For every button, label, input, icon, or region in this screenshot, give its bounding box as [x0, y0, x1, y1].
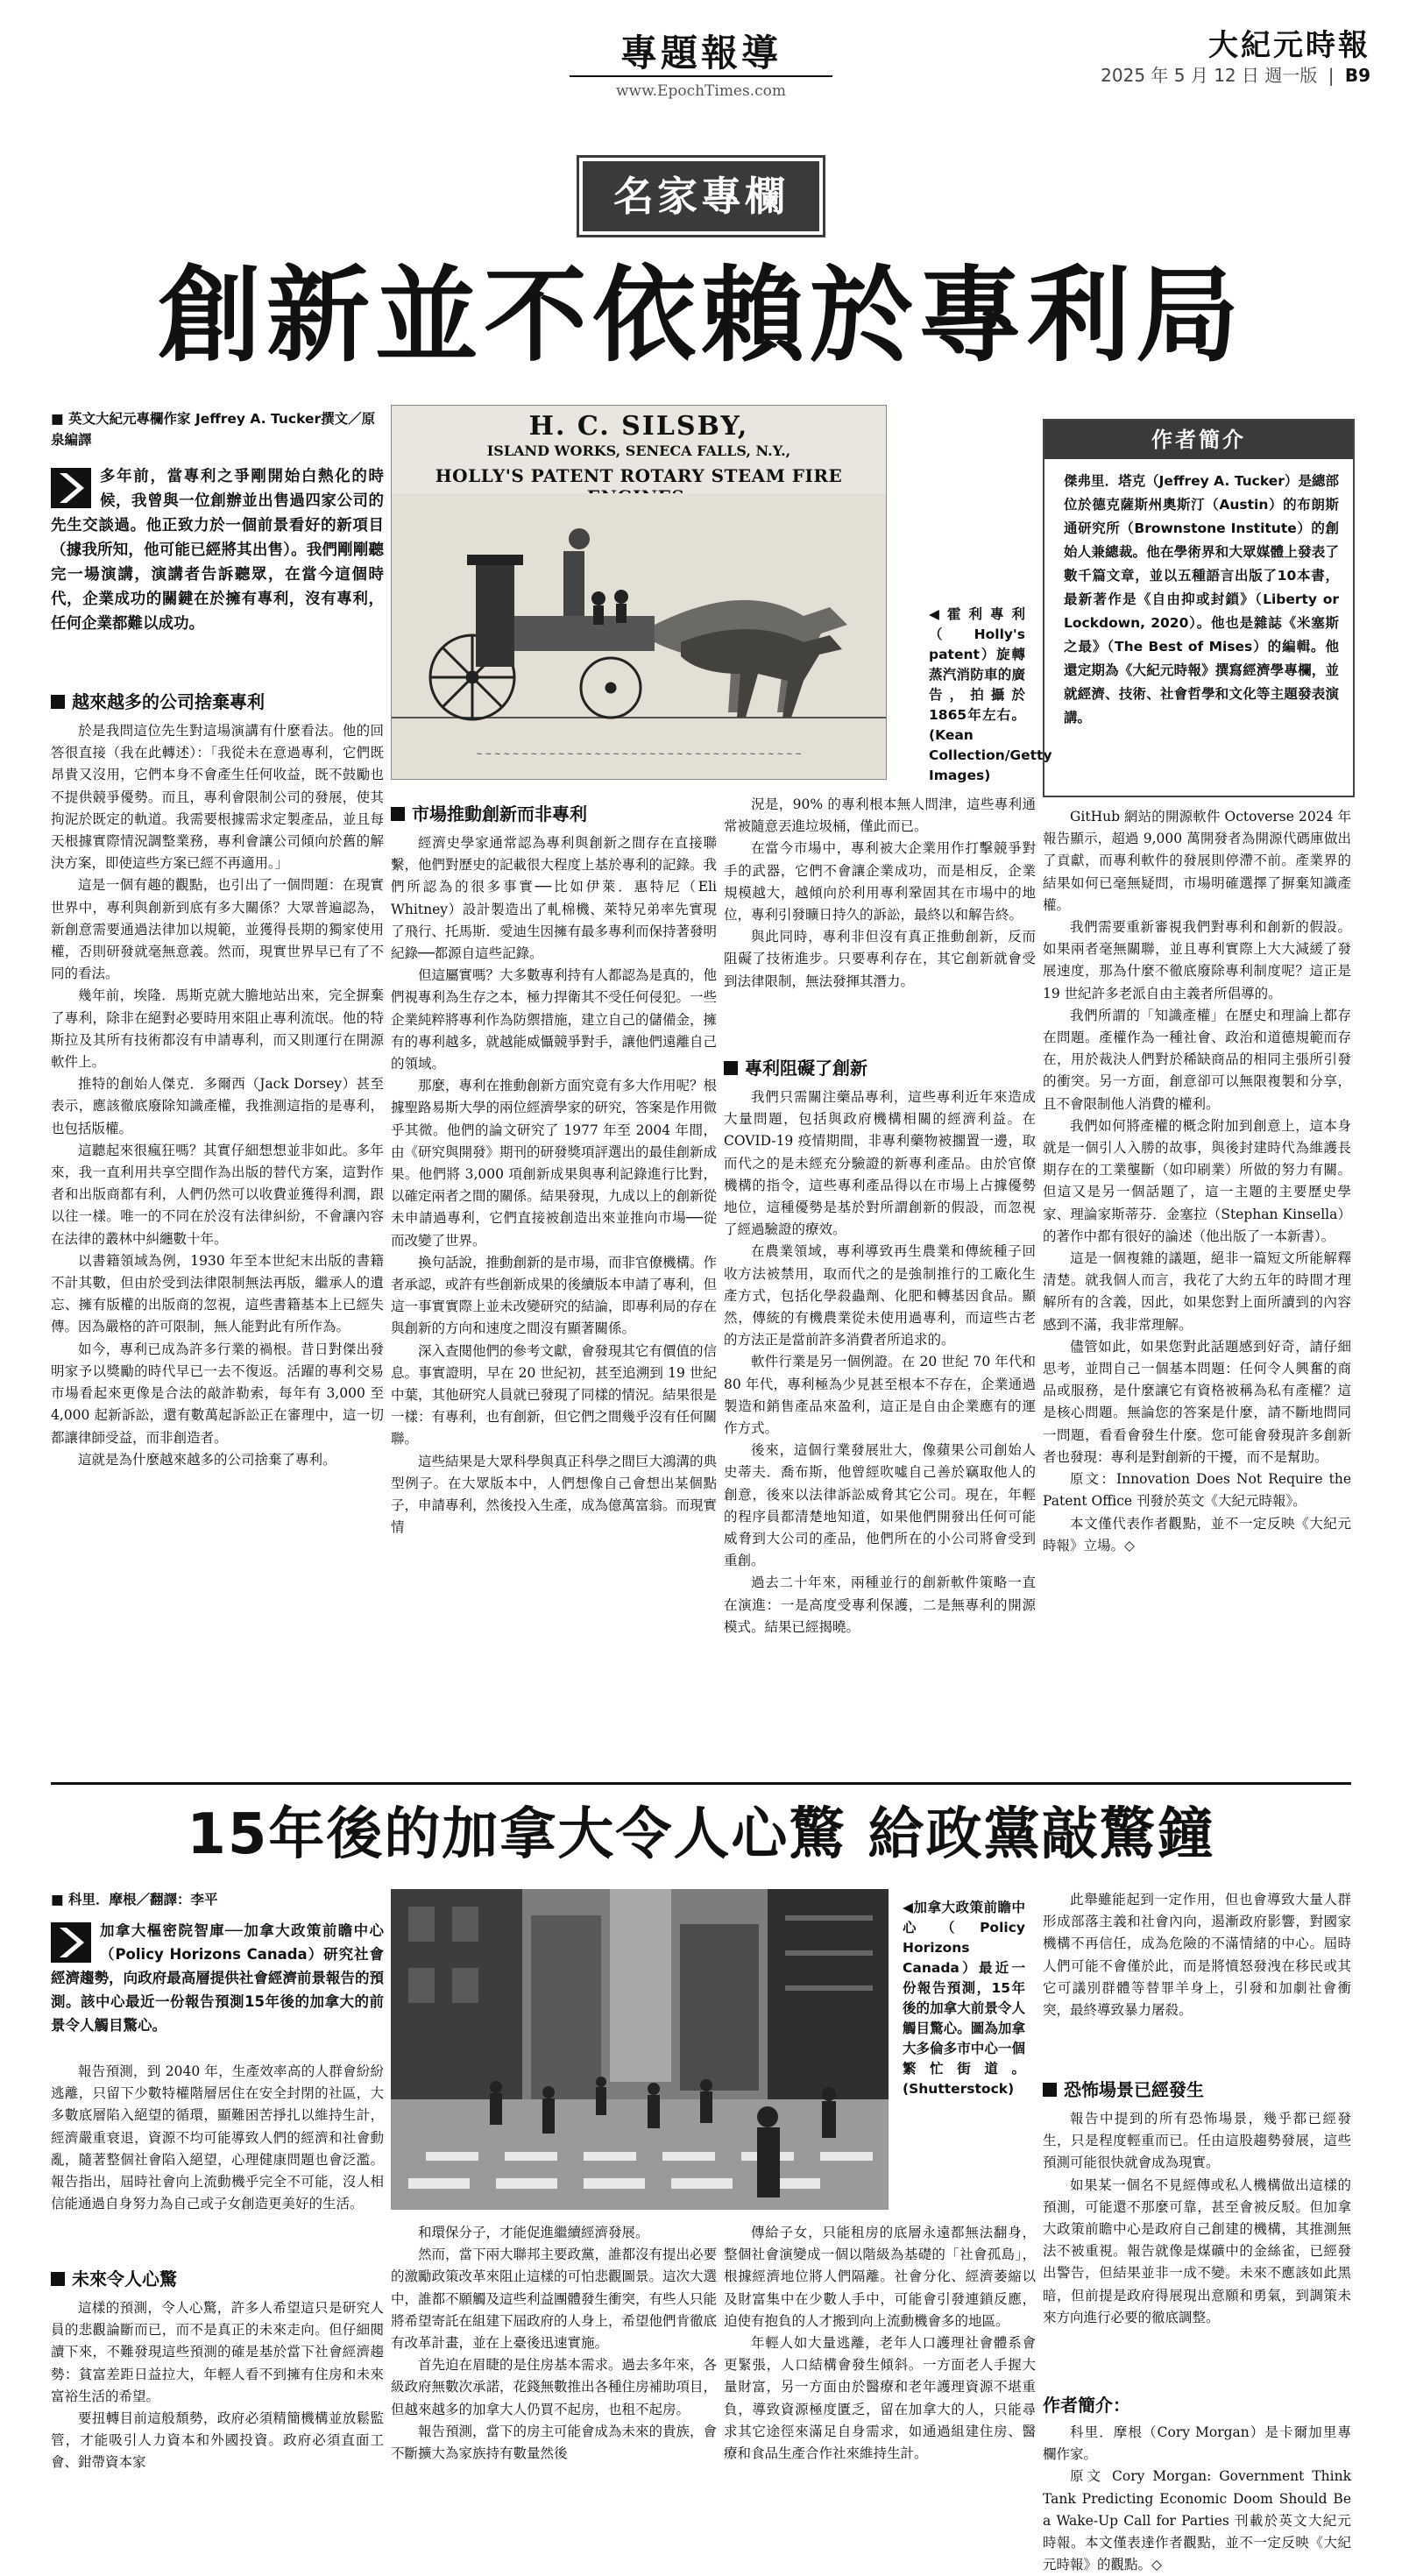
image-1-caption: ◀霍利專利（Holly's patent）旋轉蒸汽消防車的廣告，拍攝於1865年左右。(Kean Collection/Getty Images) [929, 606, 1052, 783]
paragraph: 在當今市場中，專利被大企業用作打擊競爭對手的武器，它們不會讓企業成功，而是相反，企業規模越大，越傾向於利用專利鞏固其在市場中的地位，專利引發曠日持久的訴訟，最終以和解告終。 [724, 840, 1036, 924]
paragraph: 這聽起來很瘋狂嗎？其實仔細想想並非如此。多年來，我一直利用共享空間作為出版的替代方案，這對作者和出版商都有利，人們仍然可以收費並獲得利潤，跟以往一樣。唯一的不同在於沒有法律糾紛，不會讓內容在法律的叢林中糾纏數十年。 [51, 1142, 384, 1247]
author-bio-title: 作者簡介 [1044, 421, 1353, 459]
paragraph: 在農業領域，專利導致再生農業和傳統種子回收方法被禁用，取而代之的是強制推行的工廠化生產方式，包括化學殺蟲劑、化肥和轉基因食品。顯然，傳統的有機農業從未使用過專利，而這些古老的方法正是當前許多消費者所追求的。 [724, 1243, 1036, 1348]
body-text [724, 794, 1036, 1048]
body-text [724, 1086, 1036, 1758]
masthead [0, 0, 1402, 131]
paragraph: 我們只需關注藥品專利，這些專利近年來造成大量問題，包括與政府機構相關的經濟利益。在 COVID-19 疫情期間，非專利藥物被擱置一邊，取而代之的是未經充分驗證的新專利產品。由於官僚機構的指令，這些專利產品得以在市場上占據優勢地位，這種優勢是基於對所謂創新的假設，而忽視了經過驗證的療效。 [724, 1089, 1036, 1238]
article-2-lead [51, 1919, 384, 2050]
article-2-headline: 15年後的加拿大令人心驚 給政黨敲驚鐘 [187, 1802, 1215, 1867]
paragraph: 與此同時，專利非但沒有真正推動創新，反而阻礙了技術進步。只要專利存在，其它創新就會受到法律限制，無法發揮其潛力。 [724, 929, 1036, 989]
body-text [51, 2297, 384, 2536]
paragraph: 於是我問這位先生對這場演講有什麼看法。他的回答很直接（我在此轉述）：「我從未在意過專利，它們既昂貴又沒用，它們本身不會產生任何收益，既不鼓勵也不提供競爭優勢。而且，專利會限制公司的發展，使其拘泥於既定的軌道。我需要根據需求定製產品，並且每天根據實際情況調整業務，專利會讓公司傾向於舊的解決方案，即使這些方案已經不再適用。」 [51, 723, 384, 872]
paragraph: 此舉雖能起到一定作用，但也會導致大量人群形成部落主義和社會內向，遏漸政府影響，對國家機構不再信任，成為危險的不滿情緒的中心。屆時人們可能不會僅於此，而是將憤怒發洩在移民或其它可議別群體等替罪羊身上，引發和加劇社會衝突，最終導致暴力屠殺。 [1043, 1892, 1351, 2019]
arrow-icon [51, 1922, 91, 1963]
article-1-byline: ■ 英文大紀元專欄作家 Jeffrey A. Tucker撰文／原泉編譯 [51, 411, 376, 448]
paragraph: 以書籍領域為例，1930 年至本世紀末出版的書籍不計其數，但由於受到法律限制無法再版，繼承人的遺忘、擁有版權的出版商的忽視，這些書籍基本上已經失傳。因為嚴格的許可限制，無人能對此有所作為。 [51, 1252, 384, 1335]
paragraph: 我們如何將產權的概念附加到創意上，這本身就是一個引人入勝的故事，與後封建時代為維護長期存在的工業壟斷（如印刷業）所做的努力有關。但這又是另一個話題了，這一主題的主要歷史學家、理論家斯蒂芬．金塞拉（Stephan Kinsella）的著作中都有很好的論述（他出版了一本新書）。 [1043, 1117, 1351, 1244]
subhead: 恐怖場景已經發生 [1043, 2077, 1351, 2103]
author-bio-box [1043, 419, 1355, 797]
section-title: 專題報導 [620, 32, 782, 74]
paragraph: 後來，這個行業發展壯大，像蘋果公司創始人史蒂夫．喬布斯，他曾經吹噓自己善於竊取他人的創意，後來以法律訴訟威脅其它公司。現在，年輕的程序員都清楚地知道，如果他們開發出任何可能威脅到大公司的產品，他們所在的小公司將會受到重創。 [724, 1442, 1036, 1569]
article-1-headline: 創新並不依賴於專利局 [157, 254, 1244, 376]
article-2-col-2 [391, 2222, 717, 2541]
paragraph: 如今，專利已成為許多行業的禍根。昔日對傑出發明家予以獎勵的時代早已一去不復返。活躍的專利交易市場看起來更像是合法的敲詐勒索，每年有 3,000 至 4,000 起新訴訟，還有數萬起訴訟正在審理中，這一切都讓律師受益，而非創造者。 [51, 1341, 384, 1446]
page-number: B9 [1344, 65, 1370, 86]
paragraph: 但這屬實嗎？大多數專利持有人都認為是真的，他們視專利為生存之本，極力捍衛其不受任何侵犯。一些企業純粹將專利作為防禦措施，建立自己的儲備金，擁有的專利越多，就越能威懾競爭對手，讓他們遠離自己的領域。 [391, 967, 718, 1072]
paragraph: 推特的創始人傑克．多爾西（Jack Dorsey）甚至表示，應該徹底廢除知識產權，我推測這指的是專利，也包括版權。 [51, 1076, 384, 1136]
page-divider: | [1328, 65, 1335, 86]
paragraph: 換句話說，推動創新的是市場，而非官僚機構。作者承認，或許有些創新成果的後續版本申請了專利，但這一事實實際上並未改變研究的結論，即專利局的存在與創新的方向和速度之間沒有顯著關係。 [391, 1254, 718, 1337]
date-line [1101, 61, 1370, 87]
paragraph: 深入查閱他們的參考文獻，會發現其它有價值的信息。事實證明，早在 20 世紀初，甚至追溯到 19 世紀中葉，其他研究人員就已發現了同樣的情況。結果很是一樣：有專利，也有創新，但它們之間幾乎沒有任何關聯。 [391, 1342, 718, 1447]
body-text [51, 720, 384, 1754]
paragraph: 儘管如此，如果您對此話題感到好奇，請仔細思考，並問自己一個基本問題：任何令人興奮的商品或服務，是什麼讓它有資格被稱為私有產權？這是核心問題。無論您的答案是什麼，請不斷地問同一問題，看看會發生什麼。您可能會發現許多創新者也發現：專利是對創新的干擾，而不是幫助。 [1043, 1338, 1351, 1465]
paragraph: 和環保分子，才能促進繼續經濟發展。 [418, 2225, 649, 2240]
paper-logo: 大紀元時報 [1208, 28, 1370, 63]
paragraph: GitHub 網站的開源軟件 Octoverse 2024 年報告顯示，超過 9,000 萬開發者為開源代碼庫做出了貢獻，而專利軟件的發展則停滯不前。產業界的結果如何已毫無疑問，市場明確選擇了摒棄知識產權。 [1043, 809, 1351, 913]
paragraph: 那麼，專利在推動創新方面究竟有多大作用呢？根據聖路易斯大學的兩位經濟學家的研究，答案是作用微乎其微。他們的論文研究了 1977 年至 2004 年間，由《研究與開發》期刊的研發獎項評選出的最佳創新成果。他們將 3,000 項創新成果與專利記錄進行比對，以確定兩者之間的關係。結果發現，九成以上的創新從未申請過專利，它們直接被創造出來並推向市場──從而改變了世界。 [391, 1078, 718, 1249]
paragraph: 這樣的預測，令人心驚，許多人希望這只是研究人員的悲觀論斷而已，而不是真正的未來走向。但仔細閱讀下來，不難發現這些預測的確是基於當下社會經濟趨勢：貧富差距日益拉大，年輕人看不到擁有住房和未來富裕生活的希望。 [51, 2300, 384, 2404]
lead-text: 多年前，當專利之爭剛開始白熱化的時候，我曾與一位創辦並出售過四家公司的先生交談過。他正致力於一個前景看好的新項目（據我所知，他可能已經將其出售）。我們剛剛聽完一場演講，演講者告訴聽眾，在當今這個時代，企業成功的關鍵在於擁有專利，沒有專利，任何企業都難以成功。 [51, 468, 384, 633]
article-2-bio [1043, 2422, 1351, 2573]
paragraph: 原文 Cory Morgan: Government Think Tank Predicting Economic Doom Should Be a Wake-Up Call for Parties 刊載於英文大紀元時報。本文僅表達作者觀點，並不一定反映《大紀元時報》的觀點。◇ [1043, 2468, 1351, 2573]
paragraph: 這是一個複雜的議題，絕非一篇短文所能解釋清楚。就我個人而言，我花了大約五年的時間才理解所有的含義，因此，如果您對上面所讀到的內容感到不滿，我非常理解。 [1043, 1250, 1351, 1333]
paragraph: 這是一個有趣的觀點，也引出了一個問題：在現實世界中，專利與創新到底有多大關係？大眾普遍認為，新創意需要通過法律加以規範，並獲得長期的獨家使用權，否則研發就毫無意義。然而，現實世界早已有了不同的看法。 [51, 877, 384, 982]
paragraph: 這就是為什麼越來越多的公司捨棄了專利。 [78, 1451, 336, 1468]
paragraph: 傳給子女，只能租房的底層永遠都無法翻身，整個社會演變成一個以階級為基礎的「社會孤島」，根據經濟地位將人們隔離。社會分化、經濟萎縮以及財富集中在少數人手中，可能會引發連鎖反應，迫使有抱負的人才搬到向上流動機會多的地區。 [724, 2225, 1036, 2329]
paragraph: 科里．摩根（Cory Morgan）是卡爾加里專欄作家。 [1043, 2424, 1351, 2463]
paragraph: 然而，當下兩大聯邦主要政黨，誰都沒有提出必要的激勵政策改革來阻止這樣的可怕悲觀圖景。這次大選中，誰都不願觸及這些利益團體發生衝突，有些人只能將希望寄託在組建下屆政府的人身上，希望他們肯徹底有改革計畫，並在上臺後迅速實施。 [391, 2247, 718, 2352]
paragraph: 要扭轉目前這般頹勢，政府必須精簡機構並放鬆監管，才能吸引人力資本和外國投資。政府必須直面工會、鉗帶資本家 [51, 2410, 384, 2471]
article-2-col-1 [51, 2061, 384, 2541]
article-1-col-4 [1043, 806, 1351, 1761]
author-bio-text: 傑弗里．塔克（Jeffrey A. Tucker）是總部位於德克薩斯州奧斯汀（Austin）的布朗斯通研究所（Brownstone Institute）的創始人兼總裁。他在學術界和大眾媒體上發表了數千篇文章，並以五種語言出版了10本書，最新著作是《自由抑或封鎖》（Liberty or Lockdown, 2020）。他也是雜誌《米塞斯之最》（The Best of Mises）的編輯。他還定期為《大紀元時報》撰寫經濟學專欄，並就經濟、技術、社會哲學和文化等主題發表演講。 [1064, 473, 1339, 725]
paragraph: 我們需要重新審視我們對專利和創新的假設。如果兩者毫無關聯，並且專利實際上大大減緩了發展速度，那為什麼不徹底廢除專利制度呢？這正是 19 世紀許多老派自由主義者所倡導的。 [1043, 919, 1351, 1001]
column-badge [583, 161, 819, 231]
paragraph: 首先迫在眉睫的是住房基本需求。過去多年來，各級政府無數次承諾，花錢無數推出各種住房補助項目，但越來越多的加拿大人仍買不起房，也租不起房。 [391, 2357, 718, 2417]
paragraph: 報告預測，當下的房主可能會成為未來的貴族，會不斷擴大為家族持有數量然後 [391, 2423, 718, 2462]
article-2-col-3 [724, 2222, 1036, 2541]
column-name: 名家專欄 [613, 173, 789, 220]
street-photo [391, 1889, 889, 2210]
bullet-square-icon [1043, 2083, 1057, 2097]
article-1-col-2 [391, 794, 717, 1763]
article-1-lead [51, 464, 384, 653]
subhead: 未來令人心驚 [51, 2266, 384, 2292]
article-2-col-4 [1043, 1889, 1351, 2573]
bullet-square-icon [51, 2272, 65, 2286]
image-2-caption: ◀加拿大政策前瞻中心（Policy Horizons Canada）最近一份報告預測，15年後的加拿大前景令人觸目驚心。圖為加拿大多倫多市中心一個繁忙街道。(Shutterstock) [903, 1900, 1025, 2097]
bullet-square-icon [51, 695, 65, 709]
paragraph: 這些結果是大眾科學與真正科學之間巨大鴻溝的典型例子。在大眾版本中，人們想像自己會想出某個點子，申請專利，然後投入生產，成為億萬富翁。而現實情 [391, 1453, 718, 1536]
article-1-col-3 [724, 794, 1036, 1763]
paragraph: 本文僅代表作者觀點，並不一定反映《大紀元時報》立場。◇ [1043, 1515, 1351, 1553]
paragraph: 經濟史學家通常認為專利與創新之間存在直接聯繫，他們對歷史的記載很大程度上基於專利的記錄。我們所認為的很多事實──比如伊萊．惠特尼（Eli Whitney）設計製造出了軋棉機、萊特兄弟率先實現了飛行、托馬斯．愛迪生因擁有最多專利而保持著發明紀錄──都源自這些記錄。 [391, 835, 718, 962]
paragraph: 如果某一個名不見經傳或私人機構做出這樣的預測，可能還不那麼可靠，甚至會被反駁。但加拿大政策前瞻中心是政府自己創建的機構，其推測無法不被重視。報告就像是煤礦中的金絲雀，已經發出警告，但結果並非一成不變。未來不應該如此黑暗，但前提是政府得展現出意願和勇氣，到調策未來方向進行必要的徹底調整。 [1043, 2176, 1351, 2325]
article-2-bio-title: 作者簡介： [1043, 2395, 1130, 2416]
subhead: 越來越多的公司捨棄專利 [51, 689, 384, 715]
fire-engine-image [391, 405, 887, 780]
paragraph: 年輕人如大量逃離，老年人口護理社會體系會更緊張，人口結構會發生傾斜。一方面老人手握大量財富，另一方面由於醫療和老年護理資源不堪重負，導致資源極度匱乏，留在加拿大的人，只能尋求其它途徑來滿足自身需求，如通過組建住房、醫療和食品生產合作社來維持生計。 [724, 2335, 1036, 2462]
body-text [51, 2061, 384, 2259]
street-scene-illustration [391, 1889, 889, 2210]
paragraph: 幾年前，埃隆．馬斯克就大膽地站出來，完全摒棄了專利，除非在絕對必要時用來阻止專利流氓。他的特斯拉及其所有技術都沒有申請專利，而又則運行在開源軟件上。 [51, 987, 384, 1071]
bullet-square-icon [724, 1061, 738, 1075]
arrow-icon [51, 468, 91, 508]
bullet-square-icon [391, 807, 405, 821]
paragraph: 報告中提到的所有恐怖場景，幾乎都已經發生，只是程度輕重而已。任由這股趨勢發展，這些預測可能很快就會成為現實。 [1043, 2111, 1351, 2171]
lead-text: 加拿大樞密院智庫──加拿大政策前瞻中心（Policy Horizons Canada）研究社會經濟趨勢，向政府最高層提供社會經濟前景報告的預測。該中心最近一份報告預測15年後的加拿大的前景令人觸目驚心。 [51, 1922, 384, 2034]
paragraph: 況是，90% 的專利根本無人問津，這些專利通常被隨意丟進垃圾桶，僅此而已。 [724, 796, 1036, 835]
article-2-byline: ■ 科里．摩根／翻譯：李平 [51, 1892, 218, 1907]
subhead: 專利阻礙了創新 [724, 1055, 1036, 1081]
article-divider [51, 1782, 1351, 1785]
paragraph: 報告預測，到 2040 年，生產效率高的人群會紛紛逃離，只留下少數特權階層居住在安全封閉的社區，大多數底層陷入絕望的循環，顯難困苦掙扎以維持生計，經濟嚴重衰退，資源不均可能導致人們的經濟和社會動亂，隨著整個社會陷入絕望，心理健康問題也會泛濫。報告指出，屆時社會向上流動機乎完全不可能，沒人相信能通過自身努力為自己或子女創造更美好的生活。 [51, 2063, 384, 2212]
svg-text:~ ~ ~ ~ ~ ~ ~ ~ ~ ~ ~ ~ ~ ~ ~: ~ ~ ~ ~ ~ ~ ~ ~ ~ ~ ~ ~ ~ ~ ~ ~ ~ ~ ~ ~ ~ ~ ~ ~ ~ ~ ~ ~ ~ ~ ~ ~ ~ ~ ~ ~ [476, 750, 802, 759]
paragraph: 軟件行業是另一個例證。在 20 世紀 70 年代和 80 年代，專利極為少見甚至根本不存在，企業通過製造和銷售產品來盈利，這正是自由企業應有的運作方式。 [724, 1354, 1036, 1437]
article-1-col-1 [51, 682, 384, 1759]
paragraph: 過去二十年來，兩種並行的創新軟件策略一直在演進：一是高度受專利保護，二是無專利的開源模式。結果已經揭曉。 [724, 1575, 1036, 1635]
fire-engine-illustration [392, 493, 886, 779]
masthead-rule [570, 75, 832, 77]
image-caption-line-3: HOLLY'S PATENT ROTARY STEAM FIRE [435, 465, 843, 486]
paragraph: 我們所謂的「知識產權」在歷史和理論上都存在問題。產權作為一種社會、政治和道德規範而存在，用於裁決人們對於稀缺商品的相同主張所引發的衝突。另一方面，創意卻可以無限複製和分享，且不會限制他人消費的權利。 [1043, 1007, 1351, 1112]
body-text [391, 832, 717, 1759]
body-text [1043, 1889, 1351, 2070]
paragraph: 原文：Innovation Does Not Require the Patent Office 刊發於英文《大紀元時報》。 [1043, 1471, 1351, 1510]
image-caption-line-1: H. C. SILSBY, [528, 411, 749, 442]
image-caption-line-2: ISLAND WORKS, SENECA FALLS, N.Y., [486, 442, 791, 459]
issue-date: 2025 年 5 月 12 日 週一版 [1101, 65, 1318, 86]
subhead: 市場推動創新而非專利 [391, 801, 717, 827]
body-text [1043, 2108, 1351, 2387]
website-url[interactable]: www.EpochTimes.com [616, 82, 786, 100]
